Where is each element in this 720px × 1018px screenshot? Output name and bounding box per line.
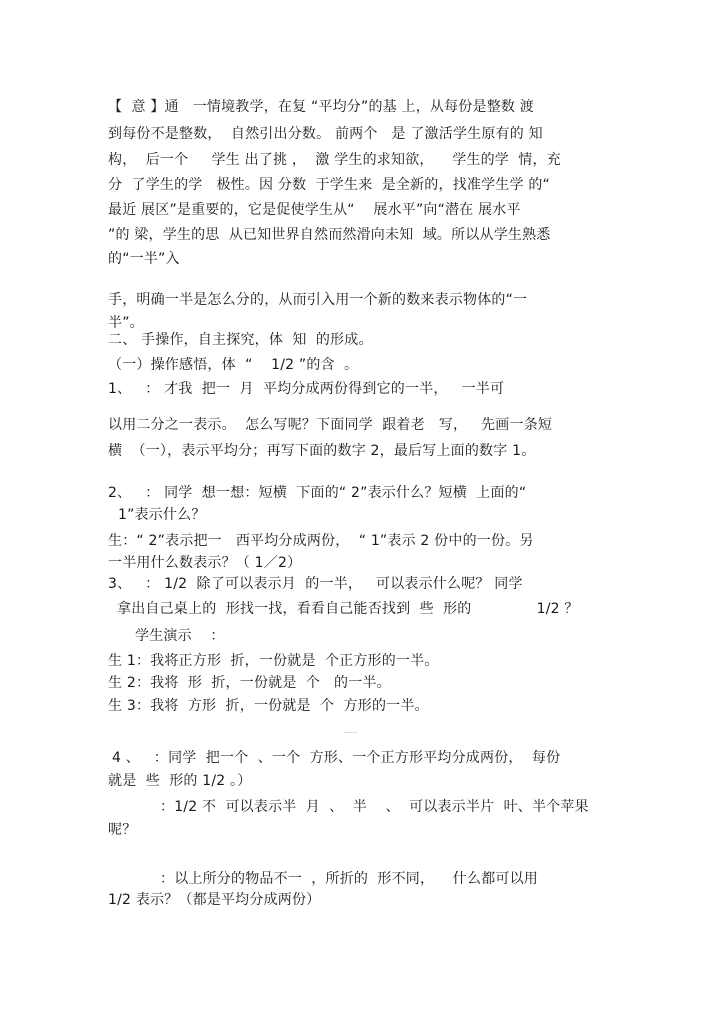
ellipsis-mark: …… xyxy=(343,727,357,735)
text-line: 生：“ 2”表示把一 西平均分成两份， “ 1”表示 2 份中的一份。另 xyxy=(108,533,534,549)
text-line: 1”表示什么？ xyxy=(118,507,206,523)
text-line: 分 了学生的学 极性。因 分数 于学生来 是全新的，找准学生学 的“ xyxy=(108,177,551,193)
text-line: 学生演示 ： xyxy=(135,628,225,644)
text-line: ：1/2 不 可以表示半 月 、 半 、 可以表示半片 叶、半个苹果 xyxy=(160,799,589,815)
section-heading: 二、 手操作，自主探究，体 知 的形成。 xyxy=(108,332,373,348)
text-line: 1、 ： 才我 把一 月 平均分成两份得到它的一半， 一半可 xyxy=(108,381,505,397)
subsection-heading: （一）操作感悟，体 “ 1/2 ”的含 。 xyxy=(108,357,359,373)
text-line: 生 1：我将正方形 折，一份就是 个正方形的一半。 xyxy=(108,653,439,669)
text-line: 横 （一），表示平均分；再写下面的数字 2，最后写上面的数字 1。 xyxy=(108,443,536,459)
text-line: 4 、 ：同学 把一个 、一个 方形、一个正方形平均分成两份， 每份 xyxy=(112,750,561,766)
text-line: ”的 梁，学生的思 从已知世界自然而然滑向未知 域。所以从学生熟悉 xyxy=(108,227,551,243)
text-line: 呢？ xyxy=(108,822,137,838)
text-line: 2、 ： 同学 想一想：短横 下面的“ 2”表示什么？短横 上面的“ xyxy=(108,485,527,501)
text-line: 以用二分之一表示。 怎么写呢？下面同学 跟着老 写， 先画一条短 xyxy=(108,417,553,433)
text-line: 到每份不是整数， 自然引出分数。 前两个 是 了激活学生原有的 知 xyxy=(108,126,543,142)
text-line: 生 3：我将 方形 折，一份就是 个 方形的一半。 xyxy=(108,698,429,714)
text-line: 最近 展区”是重要的，它是促使学生从“ 展水平”向“潜在 展水平 xyxy=(108,202,521,218)
text-line: 半”。 xyxy=(108,315,144,331)
text-line: 就是 些 形的 1/2 。） xyxy=(108,773,252,789)
text-line: 3、 ： 1/2 除了可以表示月 的一半， 可以表示什么呢？ 同学 xyxy=(108,576,523,592)
text-line: 的“一半”入 xyxy=(108,251,180,267)
text-line: 【 意 】通 一情境教学，在复 “平均分”的基 上，从每份是整数 渡 xyxy=(108,99,534,115)
text-line: ：以上所分的物品不一 ，所折的 形不同， 什么都可以用 xyxy=(160,871,538,887)
text-line: 一半用什么数表示？（ 1／2） xyxy=(108,555,302,571)
text-line: 生 2：我将 形 折，一份就是 个 的一半。 xyxy=(108,675,391,691)
text-line: 拿出自己桌上的 形找一找，看看自己能否找到 些 形的 1/2 ？ xyxy=(117,601,579,617)
text-line: 手，明确一半是怎么分的，从而引入用一个新的数来表示物体的“一 xyxy=(108,292,528,308)
text-line: 构， 后一个 学生 出了挑 ， 激 学生的求知欲， 学生的学 情，充 xyxy=(108,152,561,168)
text-line: 1/2 表示？（都是平均分成两份） xyxy=(108,892,321,908)
